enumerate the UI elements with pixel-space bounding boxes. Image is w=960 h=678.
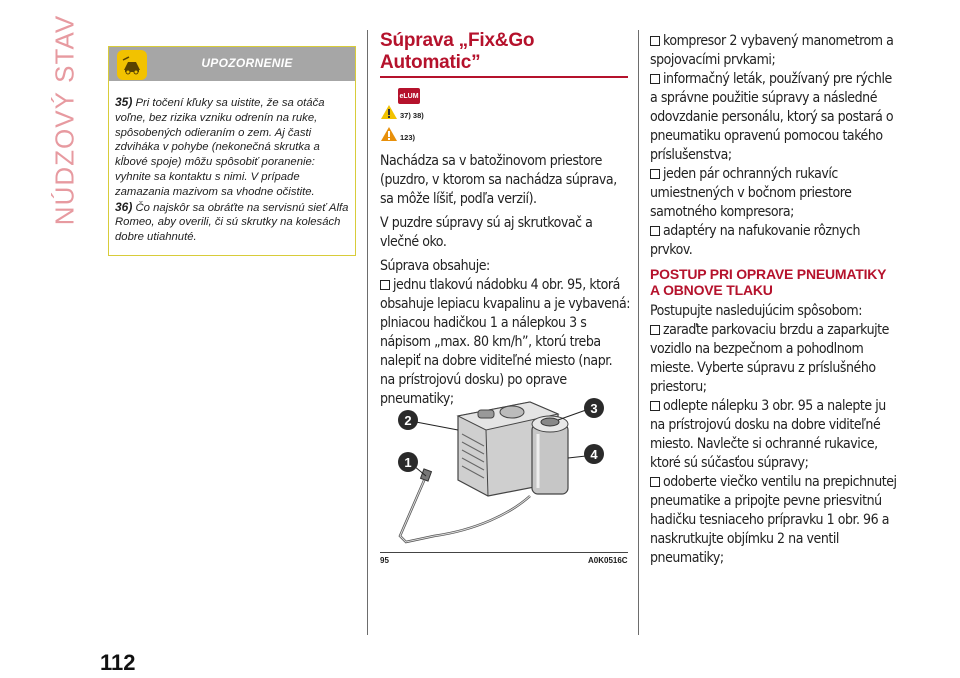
warning-refs: 37) 38) — [400, 110, 424, 120]
list-item-text: zaraďte parkovaciu brzdu a zaparkujte vozidlo na bezpečnom a pohodlnom mieste. Vyberte súpravu z príslušného priestoru; — [650, 322, 889, 395]
warning-box — [108, 46, 356, 256]
figure-caption-rule — [380, 552, 628, 553]
fix-and-go-kit-illustration — [380, 384, 630, 570]
figure-callout: 4 — [590, 447, 598, 462]
list-item-text: kompresor 2 vybavený manometrom a spojovacími prvkami; — [650, 33, 894, 68]
warning-item-number: 35) — [115, 95, 133, 109]
column-divider-right — [638, 30, 639, 635]
page-number: 112 — [100, 650, 136, 675]
warning-item — [115, 95, 349, 200]
figure-number: 95 — [380, 556, 389, 565]
warning-header — [109, 47, 355, 81]
paragraph: V puzdre súpravy sú aj skrutkovač a vlečné oko. — [380, 215, 593, 250]
caution-triangle-icon — [380, 126, 398, 142]
list-item — [650, 165, 898, 222]
right-column — [650, 32, 898, 568]
warning-body — [109, 81, 355, 245]
list-item-text: odoberte viečko ventilu na prepichnutej pneumatike a pripojte pevne priesvitnú hadičku tesniaceho prípravku 1 obr. 96 a naskrutkujte objímku 2 na ventil pneumatiky; — [650, 474, 897, 566]
list-item — [650, 473, 898, 568]
caution-ref-row — [380, 124, 630, 144]
list-item-text: informačný leták, používaný pre rýchle a správne použitie súpravy a následné odovzdanie personálu, ktorý sa postará o pneumatiku opravenú pomocou takého príslušenstva; — [650, 71, 894, 163]
figure-code: A0K0516C — [588, 556, 628, 565]
heading-rule — [380, 76, 628, 78]
warning-item-text: Pri točení kľuky sa uistite, že sa otáča voľne, bez rizika vzniku odrenín na ruke, spôsobených odieraním o zem. Aj časti zdviháka v pohybe (nekonečná skrutka a kĺbové spoje) môžu spôsobiť poranenie: vyhnite sa kontaktu s nimi. V prípade zamazania mazivom sa vhodne očistite. — [115, 97, 325, 198]
list-item — [650, 397, 898, 473]
paragraph: Postupujte nasledujúcim spôsobom: — [650, 303, 863, 319]
checkbox-bullet-icon — [650, 36, 660, 46]
paragraph: Súprava obsahuje: — [380, 258, 490, 274]
section-side-tab — [49, 14, 80, 226]
warning-item-text: Čo najskôr sa obráťte na servisnú sieť Alfa Romeo, aby overili, či sú skrutky na kolesách dobre utiahnuté. — [115, 201, 349, 244]
column-divider-left — [367, 30, 368, 635]
list-item-text: jednu tlakovú nádobku 4 obr. 95, ktorá obsahuje lepiacu kvapalinu a je vybavená: plniacou hadičkou 1 a nálepkou 3 s nápisom „max. 80 km/h”, ktorú treba nalepiť na dobre viditeľné miesto (napr. na prístrojovú dosku) po oprave pneumatiky; — [380, 277, 631, 407]
list-item — [650, 32, 898, 70]
section-heading: Súprava „Fix&Go Automatic” — [380, 30, 535, 73]
warning-item — [115, 200, 349, 245]
list-item — [650, 321, 898, 397]
checkbox-bullet-icon — [650, 401, 660, 411]
list-item-text: adaptéry na nafukovanie rôznych prvkov. — [650, 223, 861, 258]
list-item-text: odlepte nálepku 3 obr. 95 a nalepte ju na prístrojovú dosku na dobre viditeľné miesto. Navlečte si ochranné rukavice, ktoré sú súčasťou súpravy; — [650, 398, 886, 471]
checkbox-bullet-icon — [650, 74, 660, 84]
checkbox-bullet-icon — [650, 325, 660, 335]
list-item — [650, 70, 898, 165]
warning-item-number: 36) — [115, 199, 133, 214]
section-side-tab-label: NÚDZOVÝ STAV — [49, 14, 80, 226]
middle-column — [380, 30, 630, 409]
checkbox-bullet-icon — [650, 226, 660, 236]
checkbox-bullet-icon — [380, 280, 390, 290]
caution-refs: 123) — [400, 132, 416, 142]
figure-callout: 3 — [590, 401, 598, 416]
warning-triangle-icon — [380, 104, 398, 120]
figure-callout: 2 — [404, 413, 412, 428]
checkbox-bullet-icon — [650, 477, 660, 487]
paragraph: Nachádza sa v batožinovom priestore (puzdro, v ktorom sa nachádza súprava, sa môže líšiť, podľa verzií). — [380, 153, 617, 207]
warning-title: UPOZORNENIE — [201, 56, 293, 70]
figure-callout: 1 — [404, 455, 412, 470]
elum-badge: eLUM — [398, 88, 420, 104]
checkbox-bullet-icon — [650, 169, 660, 179]
list-item — [650, 222, 898, 260]
list-item-text: jeden pár ochranných rukavíc umiestnených v bočnom priestore samotného kompresora; — [650, 166, 852, 220]
subsection-heading: POSTUP PRI OPRAVE PNEUMATIKY A OBNOVE TLAKU — [650, 266, 887, 298]
warning-ref-row — [380, 102, 630, 122]
